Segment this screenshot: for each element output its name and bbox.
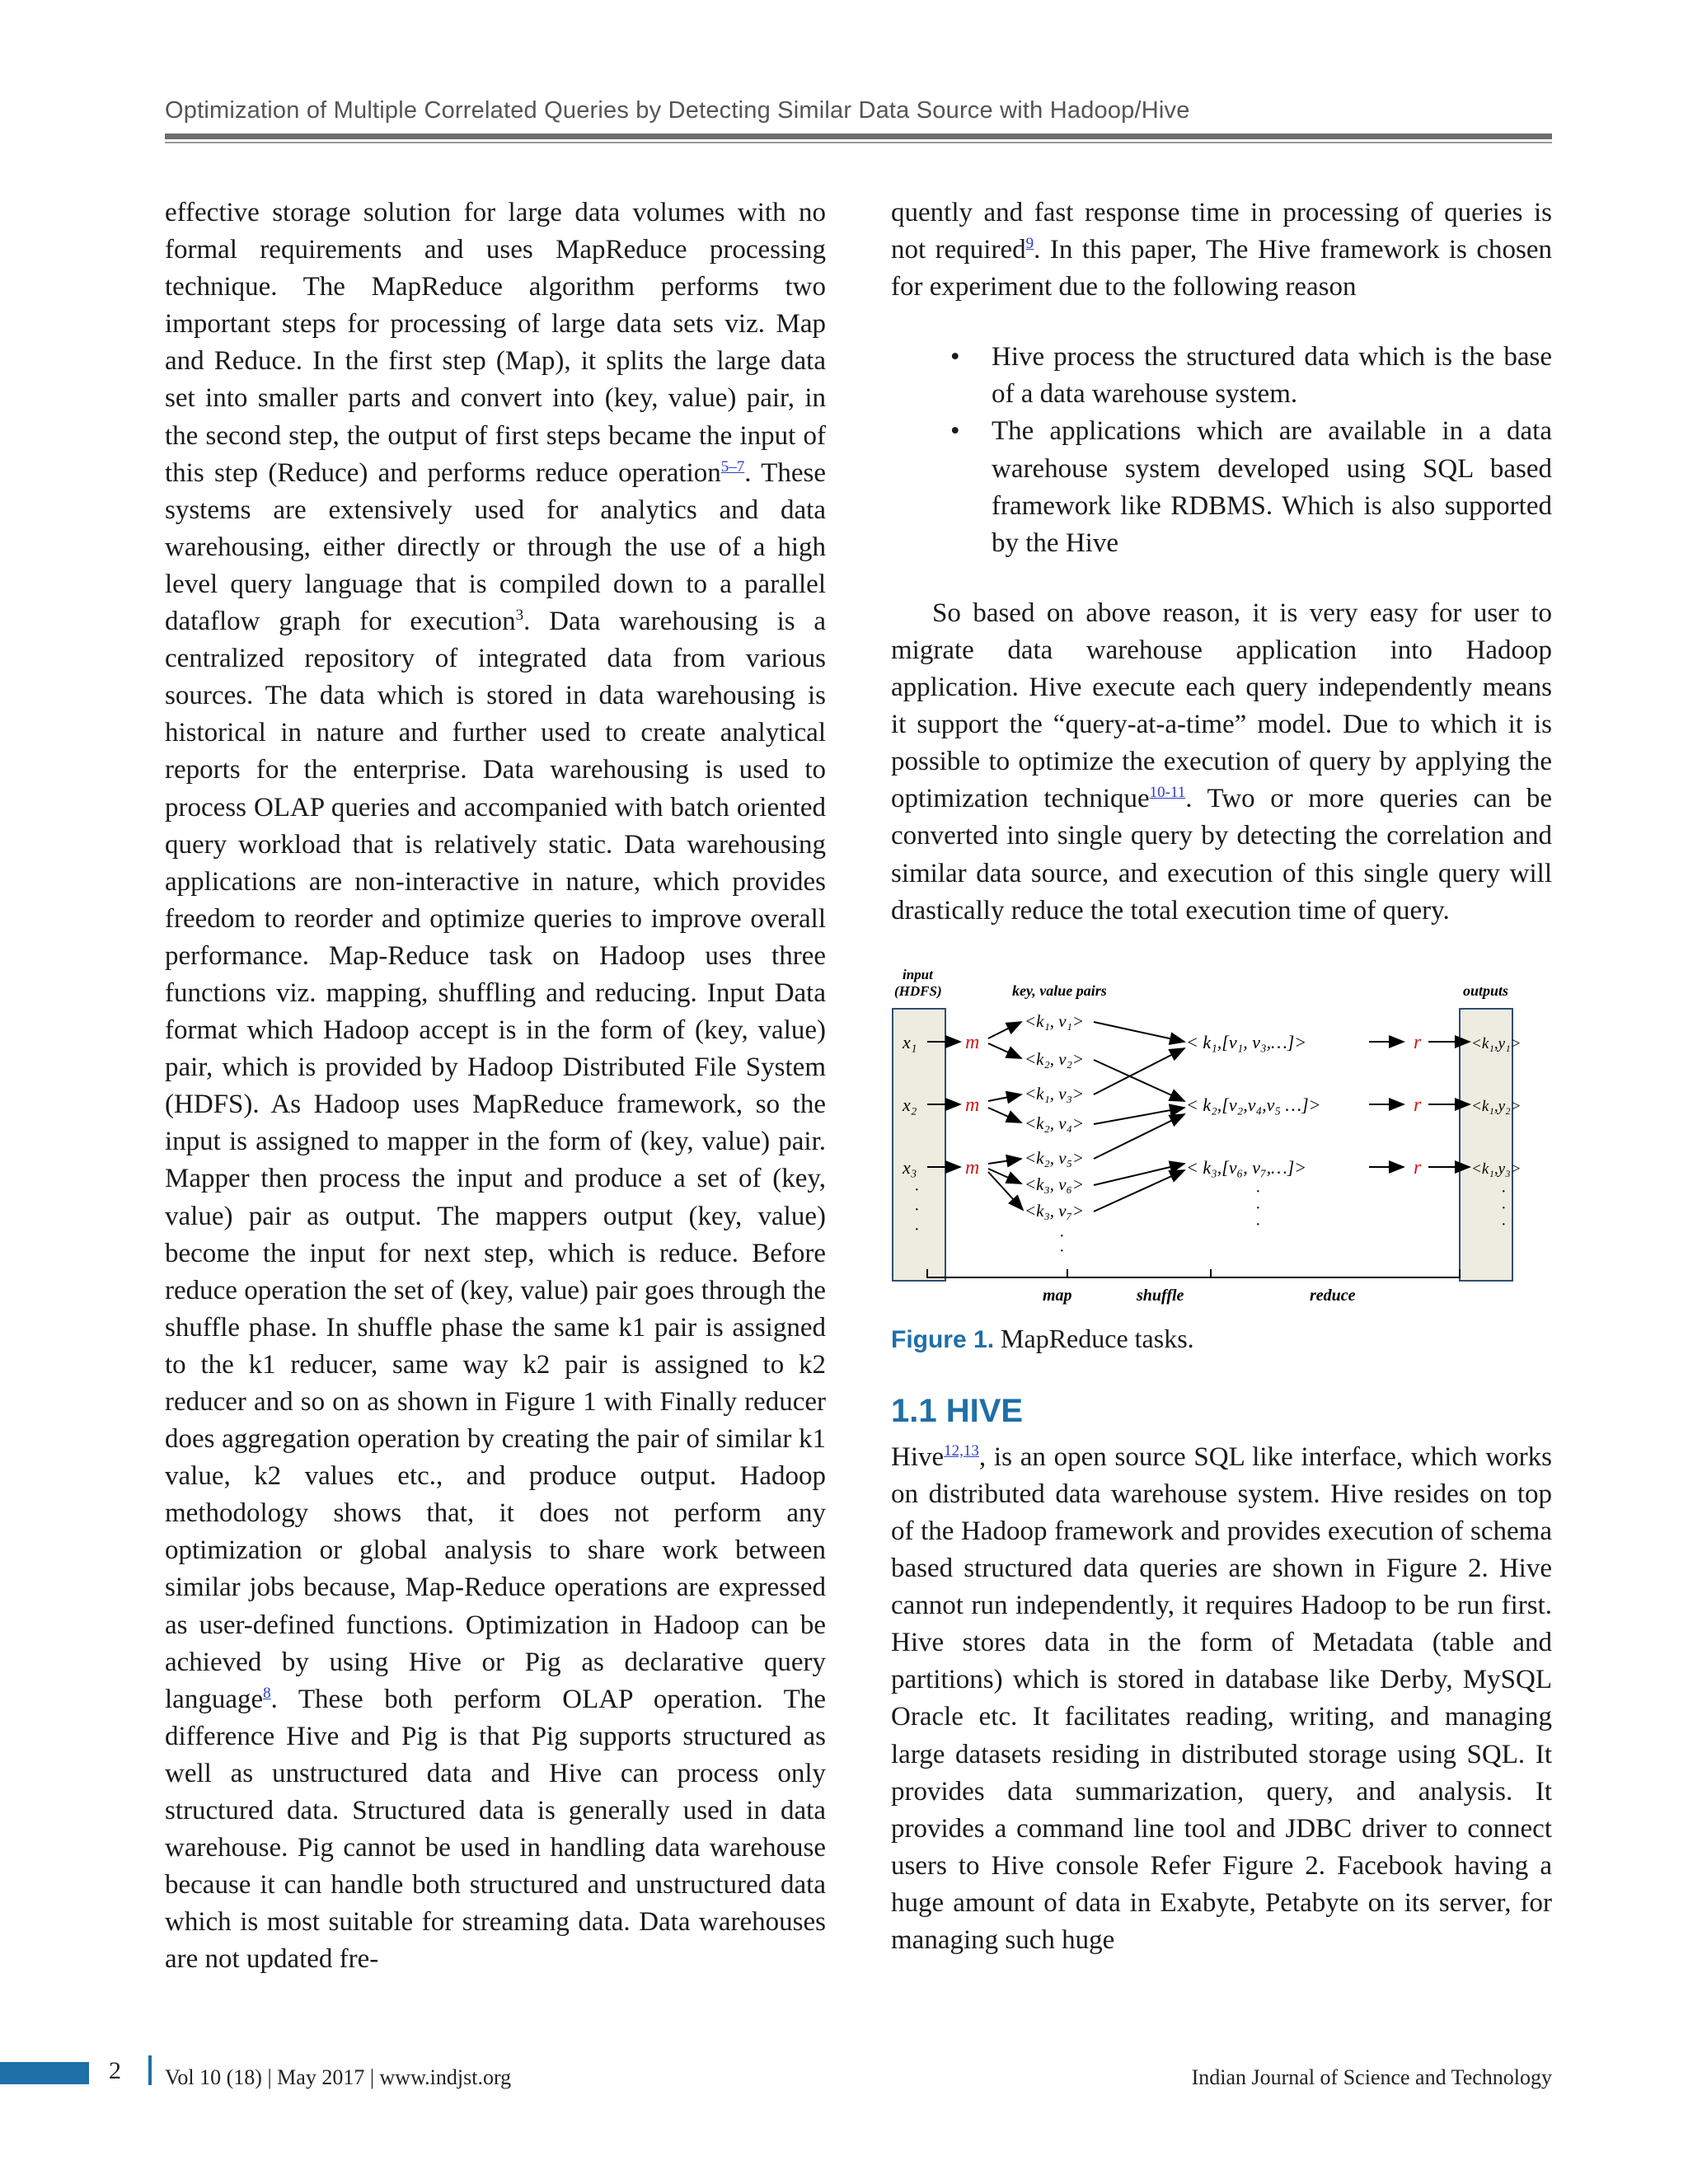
bullet-icon: • — [950, 416, 960, 447]
shuffle-arrow — [1094, 1022, 1184, 1042]
citation-link[interactable]: 5–7 — [720, 457, 745, 476]
ellipsis-dot: · — [914, 1180, 920, 1199]
figure-caption — [891, 1320, 1552, 1358]
text-run: . Data warehousing is a centralized repository of integrated data from various sources. The data which is stored in data warehousing is historical in nature and further used to create analytical reports for the enterprise. Data warehousing is used to process OLAP queries and accompanied with batch oriented query workload that is relatively static. Data warehousing applications are non-interactive in nature, which provides freedom to reorder and optimize queries to improve overall performance. Map-Reduce task on Hadoop uses three functions viz. mapping, shuffling and reducing. Input Data format which Hadoop accept is in the form of (key, value) pair, which is provided by Hadoop Distributed File System (HDFS). As Hadoop uses MapReduce framework, so the input is assigned to mapper in the form of (key, value) pair. Mapper then process the input and produce a set of (key, value) pair as output. The mappers output (key, value) become the input for next step, which is reduce. Before reduce operation the set of (key, value) pair goes through the shuffle phase. In shuffle phase the same k1 pair is assigned to the k1 reducer, same way k2 pair is assigned to k2 reducer and so on as shown in Figure 1 with Finally reducer does aggregation operation by creating the pair of similar k1 value, k2 values etc., and produce output. Hadoop methodology shows that, it does not perform any optimization or global analysis to share work between similar jobs because, Map-Reduce operations are expressed as user-defined functions. Optimization in Hadoop can be achieved by using Hive or Pig as declarative query language — [165, 607, 826, 1714]
ellipsis-dot: · — [914, 1200, 920, 1219]
kv-pairs-header: key, value pairs — [1012, 982, 1107, 999]
bullet-list — [891, 339, 1552, 562]
input-x2: x₂ — [903, 1094, 917, 1115]
pair-k1-v1: <k₁, v₁> — [1025, 1010, 1085, 1031]
phase-map-label: map — [1043, 1286, 1072, 1305]
group-k2: < k₂,[v₂,v₄,v₅ …]> — [1186, 1094, 1321, 1115]
group-k3: < k₃,[v₆, v₇,…]> — [1186, 1156, 1307, 1178]
text-run: . Two or more queries can be converted into single query by detecting the correlation and similar data source, and execution of this single query will drastically reduce the total execution time of query. — [891, 784, 1552, 926]
arrow — [988, 1043, 1021, 1058]
mapreduce-diagram — [891, 963, 1552, 1317]
hdfs-label: (HDFS) — [894, 982, 942, 999]
phase-reduce-label: reduce — [1310, 1286, 1356, 1305]
input-label: input — [903, 966, 933, 982]
footer-journal-info: Vol 10 (18) | May 2017 | www.indjst.org — [165, 2065, 512, 2089]
text-run: quently and fast response time in processing of queries is not required — [891, 198, 1552, 265]
pair-k1-v3: <k₁, v₃> — [1025, 1083, 1085, 1104]
right-paragraph-1 — [891, 194, 1552, 306]
reducer-r2: r — [1414, 1094, 1422, 1116]
text-run: So based on above reason, it is very easy for user to migrate data warehouse application into Hadoop application. Hive execute each query independently means it support the “query-at-a-time” model. Due to which it is possible to optimize the execution of query by applying the optimization technique — [891, 598, 1552, 814]
input-hdfs-box — [893, 1009, 945, 1281]
arrow — [988, 1169, 1021, 1183]
ellipsis-dot: · — [1059, 1226, 1065, 1245]
arrow — [988, 1172, 1023, 1210]
shuffle-brace — [1067, 1269, 1211, 1277]
running-title: Optimization of Multiple Correlated Queries by Detecting Similar Data Source with Hadoop/Hive — [165, 97, 1190, 124]
reducer-r1: r — [1414, 1031, 1422, 1053]
citation-link[interactable]: 12,13 — [944, 1441, 979, 1460]
left-paragraph — [165, 194, 826, 1979]
reduce-brace — [1211, 1269, 1460, 1277]
footer-separator — [148, 2055, 152, 2085]
ellipsis-dot: · — [1255, 1182, 1261, 1201]
ellipsis-dot: · — [1255, 1198, 1261, 1217]
ellipsis-dot: · — [1255, 1215, 1261, 1234]
output-y1: <k₁,y₁> — [1471, 1034, 1522, 1052]
phase-shuffle-label: shuffle — [1137, 1286, 1184, 1305]
pair-k3-v6: <k₃, v₆> — [1025, 1174, 1085, 1194]
left-column — [165, 194, 826, 1979]
header-rule-thin — [165, 142, 1552, 143]
arrow — [988, 1022, 1021, 1038]
page-number: 2 — [109, 2057, 121, 2084]
text-run: Hive — [891, 1441, 945, 1472]
outputs-header: outputs — [1463, 982, 1509, 999]
list-item-text: The applications which are available in a data warehouse system developed using SQL based framework like RDBMS. Which is also supported by the Hive — [992, 416, 1552, 558]
shuffle-arrow — [1094, 1164, 1184, 1185]
mapper-m2: m — [965, 1094, 980, 1116]
right-paragraph-3 — [891, 1439, 1552, 1959]
shuffle-arrow — [1094, 1048, 1184, 1094]
ellipsis-dot: · — [1501, 1182, 1507, 1201]
input-x1: x₁ — [903, 1031, 917, 1052]
map-brace — [927, 1269, 1067, 1277]
group-k1: < k₁,[v₁, v₃,…]> — [1186, 1031, 1307, 1052]
shuffle-arrow — [1094, 1170, 1184, 1212]
arrow — [988, 1159, 1021, 1164]
ellipsis-dot: · — [1059, 1241, 1065, 1260]
citation: 3 — [515, 607, 524, 625]
mapper-m3: m — [965, 1156, 980, 1179]
pair-k2-v2: <k₂, v₂> — [1025, 1048, 1085, 1069]
output-y3: <k₁,y₃> — [1471, 1160, 1522, 1178]
section-heading: 1.1 HIVE — [891, 1392, 1024, 1429]
list-item — [891, 339, 1552, 413]
text-run: , is an open source SQL like interface, which works on distributed data warehouse system. Hive resides on top of the Hadoop framework and provides execution of schema based structured data queries are shown in Figure 2. Hive cannot run independently, it requires Hadoop to be run first. Hive stores data in the form of Metadata (table and partitions) which is stored in database like Derby, MySQL Oracle etc. It facilitates reading, writing, and managing large datasets residing in distributed storage using SQL. It provides data summarization, query, and analysis. It provides a command line tool and JDBC driver to connect users to Hive console Refer Figure 2. Facebook having a huge amount of data in Exabyte, Petabyte on its server, for managing such huge — [891, 1441, 1552, 1955]
citation-link[interactable]: 10-11 — [1149, 784, 1186, 802]
input-x3: x₃ — [903, 1156, 917, 1178]
figure-caption-text: MapReduce tasks. — [994, 1323, 1194, 1353]
text-run: effective storage solution for large data volumes with no formal requirements and uses MapReduce processing technique. The MapReduce algorithm performs two important steps for processing of large data sets viz. Map and Reduce. In the first step (Map), it splits the large data set into smaller parts and convert into (key, value) pair, in the second step, the output of first steps became the input of this step (Reduce) and performs reduce operation — [165, 198, 826, 488]
citation-link[interactable]: 9 — [1025, 235, 1034, 253]
list-item-text: Hive process the structured data which is the base of a data warehouse system. — [992, 342, 1552, 410]
list-item — [891, 413, 1552, 561]
arrow — [988, 1094, 1021, 1101]
shuffle-arrow — [1094, 1060, 1184, 1101]
ellipsis-dot: · — [1501, 1198, 1507, 1217]
bullet-icon: • — [950, 342, 960, 373]
right-paragraph-2 — [891, 595, 1552, 930]
right-column — [891, 194, 1552, 1959]
ellipsis-dot: · — [914, 1220, 920, 1239]
output-y2: <k₁,y₂> — [1471, 1097, 1522, 1115]
text-run: . These both perform OLAP operation. The difference Hive and Pig is that Pig supports structured as well as unstructured data and Hive can process only structured data. Structured data is generally used in data warehouse. Pig cannot be used in handling data warehouse because it can handle both structured and unstructured data which is most suitable for streaming data. Data warehouses are not updated fre- — [165, 1684, 826, 1975]
footer-accent-bar — [0, 2062, 89, 2084]
pair-k2-v5: <k₂, v₅> — [1025, 1147, 1085, 1168]
figure-mapreduce — [891, 963, 1552, 1317]
pair-k3-v7: <k₃, v₇> — [1025, 1200, 1085, 1221]
figure-label: Figure 1. — [891, 1325, 995, 1353]
reducer-r3: r — [1414, 1156, 1422, 1179]
pair-k2-v4: <k₂, v₄> — [1025, 1113, 1085, 1133]
text-run: . In this paper, The Hive framework is chosen for experiment due to the following reason — [891, 235, 1552, 302]
footer-journal-name: Indian Journal of Science and Technology — [1191, 2065, 1552, 2089]
text-run: . These systems are extensively used for analytics and data warehousing, either directly or through the use of a high level query language that is compiled down to a parallel dataflow graph for execution — [165, 457, 826, 637]
header-rule-thick — [165, 134, 1552, 139]
arrow — [988, 1108, 1021, 1122]
mapper-m1: m — [965, 1031, 980, 1053]
ellipsis-dot: · — [1501, 1215, 1507, 1234]
citation-link[interactable]: 8 — [263, 1684, 271, 1702]
